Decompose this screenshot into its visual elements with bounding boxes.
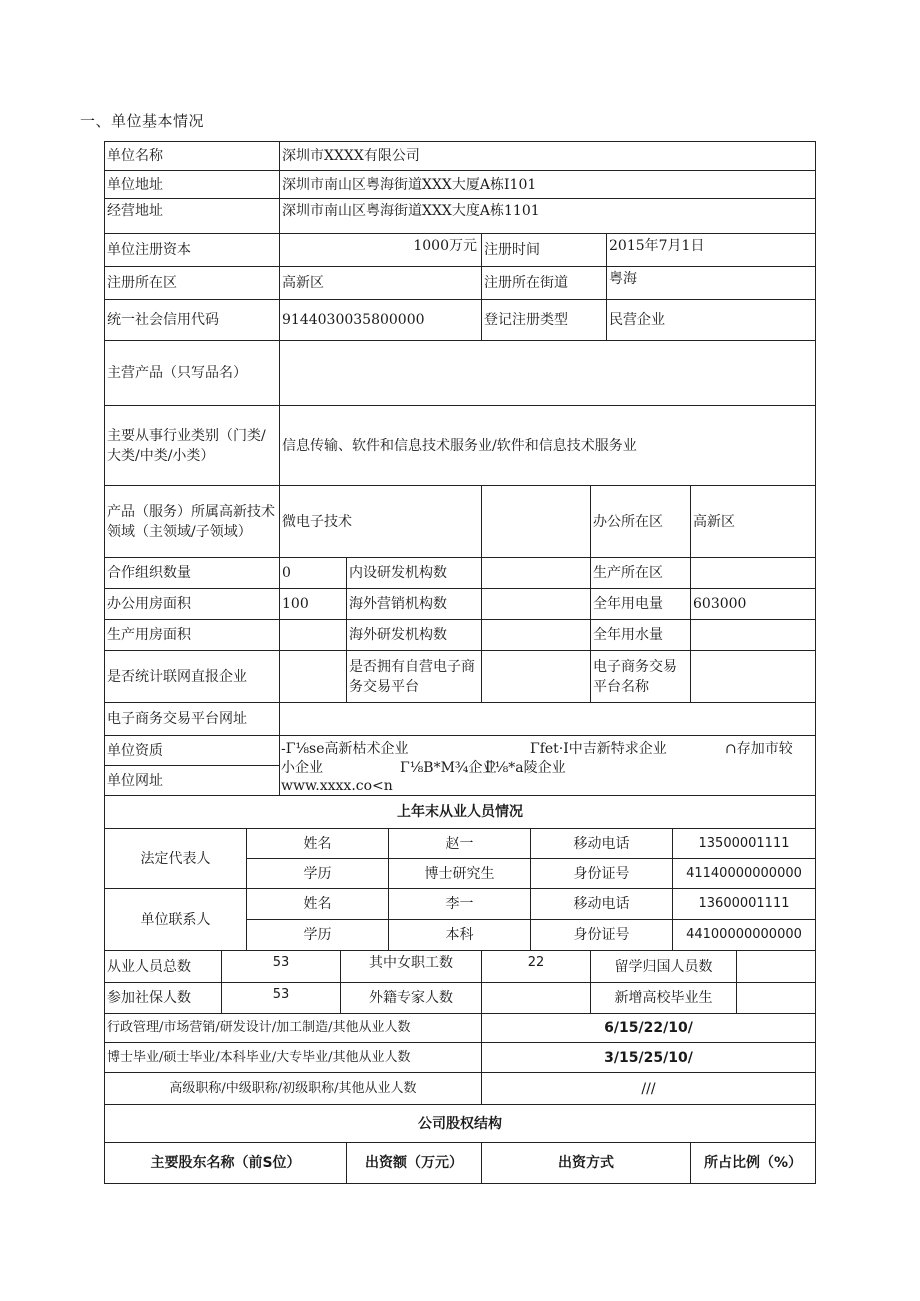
qual-e[interactable]: Γ⅛B*M¾企业 — [400, 760, 497, 776]
role-breakdown-label: 行政管理/市场营销/研发设计/加工制造/其他从业人数 — [104, 1013, 482, 1043]
office-area-label: 办公用房面积 — [104, 588, 280, 620]
legal-rep-label: 法定代表人 — [104, 828, 247, 889]
reg-type-value[interactable]: 民营企业 — [606, 299, 816, 341]
contact-mobile[interactable]: 13600001111 — [672, 888, 816, 920]
production-district-value[interactable] — [690, 557, 816, 589]
reg-time-label: 注册时间 — [481, 233, 607, 267]
contact-edu-label: 学历 — [246, 919, 389, 951]
platform-name-value[interactable] — [690, 650, 816, 703]
female-label: 其中女职工数 — [340, 950, 482, 983]
platform-name-label: 电子商务交易平台名称 — [590, 650, 691, 703]
contact-id-label: 身份证号 — [530, 919, 673, 951]
own-platform-label: 是否拥有自营电子商务交易平台 — [346, 650, 482, 703]
total-value[interactable]: 53 — [221, 950, 341, 983]
tech-field-label: 产品（服务）所属高新技术领域（主领域/子领域） — [104, 485, 280, 558]
tech-field-extra[interactable] — [481, 485, 591, 558]
qual-c[interactable]: ∩存加市较 — [725, 741, 793, 757]
degree-breakdown-label: 博士毕业/硕士毕业/本科毕业/大专毕业/其他从业人数 — [104, 1042, 482, 1073]
industry-value[interactable]: 信息传输、软件和信息技术服务业/软件和信息技术服务业 — [279, 405, 816, 486]
address-label: 单位地址 — [104, 170, 280, 199]
reg-time-value[interactable]: 2015年7月1日 — [606, 233, 816, 267]
qual-f[interactable]: Γ⅛*a陵企业 — [485, 760, 566, 776]
overseas-rd-label: 海外研发机构数 — [346, 619, 482, 651]
office-district-label: 办公所在区 — [590, 485, 691, 558]
stats-network-value[interactable] — [279, 650, 347, 703]
col-shareholder: 主要股东名称（前S位） — [104, 1142, 347, 1184]
equity-title: 公司股权结构 — [104, 1104, 816, 1143]
section-title: 一、单位基本情况 — [80, 112, 205, 130]
legal-rep-id-label: 身份证号 — [530, 858, 673, 889]
staff-title: 上年末从业人员情况 — [104, 795, 816, 829]
total-label: 从业人员总数 — [104, 950, 222, 983]
overseas-rd-value[interactable] — [481, 619, 591, 651]
address-value[interactable]: 深圳市南山区粤海街道XXX大厦A栋I101 — [279, 170, 816, 199]
office-district-value[interactable]: 高新区 — [690, 485, 816, 558]
insured-label: 参加社保人数 — [104, 982, 222, 1014]
office-area-value[interactable]: 100 — [279, 588, 347, 620]
annual-power-label: 全年用电量 — [590, 588, 691, 620]
qualification-label: 单位资质 — [104, 735, 280, 766]
legal-rep-name[interactable]: 赵一 — [388, 828, 531, 859]
annual-water-value[interactable] — [690, 619, 816, 651]
industry-label: 主要从事行业类别（门类/大类/中类/小类） — [104, 405, 280, 486]
name-value[interactable]: 深圳市XXXX有限公司 — [279, 141, 816, 171]
credit-code-label: 统一社会信用代码 — [104, 299, 280, 341]
contact-label: 单位联系人 — [104, 888, 247, 951]
overseas-sales-value[interactable] — [481, 588, 591, 620]
production-area-label: 生产用房面积 — [104, 619, 280, 651]
main-product-value[interactable] — [279, 340, 816, 406]
female-value[interactable]: 22 — [481, 950, 591, 983]
qual-d[interactable]: 小企业 — [281, 760, 323, 776]
biz-address-label: 经营地址 — [104, 198, 280, 234]
tech-field-value[interactable]: 微电子技术 — [279, 485, 482, 558]
title-breakdown-value[interactable]: /// — [481, 1072, 816, 1105]
graduates-value[interactable] — [736, 982, 816, 1014]
contact-name[interactable]: 李一 — [388, 888, 531, 920]
legal-rep-mobile[interactable]: 13500001111 — [672, 828, 816, 859]
degree-breakdown-value[interactable]: 3/15/25/10/ — [481, 1042, 816, 1073]
legal-rep-edu[interactable]: 博士研究生 — [388, 858, 531, 889]
contact-name-label: 姓名 — [246, 888, 389, 920]
capital-value[interactable]: 1000万元 — [279, 233, 482, 267]
website-label: 单位网址 — [104, 765, 280, 796]
returnee-label: 留学归国人员数 — [590, 950, 737, 983]
col-amount: 出资额（万元） — [346, 1142, 482, 1184]
legal-rep-edu-label: 学历 — [246, 858, 389, 889]
returnee-value[interactable] — [736, 950, 816, 983]
contact-edu[interactable]: 本科 — [388, 919, 531, 951]
overseas-sales-label: 海外营销机构数 — [346, 588, 482, 620]
col-ratio: 所占比例（%） — [690, 1142, 816, 1184]
annual-water-label: 全年用水量 — [590, 619, 691, 651]
own-platform-value[interactable] — [481, 650, 591, 703]
stats-network-label: 是否统计联网直报企业 — [104, 650, 280, 703]
title-breakdown-label: 高级职称/中级职称/初级职称/其他从业人数 — [104, 1072, 482, 1105]
legal-rep-name-label: 姓名 — [246, 828, 389, 859]
reg-type-label: 登记注册类型 — [481, 299, 607, 341]
insured-value[interactable]: 53 — [221, 982, 341, 1014]
production-area-value[interactable] — [279, 619, 347, 651]
platform-url-label: 电子商务交易平台网址 — [104, 702, 280, 736]
biz-address-value[interactable]: 深圳市南山区粤海街道XXX大度A栋1101 — [279, 198, 816, 234]
annual-power-value[interactable]: 603000 — [690, 588, 816, 620]
reg-district-label: 注册所在区 — [104, 266, 280, 300]
coop-orgs-label: 合作组织数量 — [104, 557, 280, 589]
foreign-value[interactable] — [481, 982, 591, 1014]
name-label: 单位名称 — [104, 141, 280, 171]
legal-rep-mobile-label: 移动电话 — [530, 828, 673, 859]
production-district-label: 生产所在区 — [590, 557, 691, 589]
contact-mobile-label: 移动电话 — [530, 888, 673, 920]
internal-rd-label: 内设研发机构数 — [346, 557, 482, 589]
platform-url-value[interactable] — [279, 702, 816, 736]
main-product-label: 主营产品（只写品名） — [104, 340, 280, 406]
coop-orgs-value[interactable]: 0 — [279, 557, 347, 589]
reg-street-label: 注册所在街道 — [481, 266, 607, 300]
reg-street-value[interactable]: 粤海 — [606, 266, 816, 300]
qual-a[interactable]: -Γ⅛se高新枯术企业 — [281, 741, 409, 757]
col-method: 出资方式 — [481, 1142, 691, 1184]
qual-b[interactable]: Γfet·I中吉新特求企业 — [530, 741, 667, 757]
graduates-label: 新增高校毕业生 — [590, 982, 737, 1014]
reg-district-value[interactable]: 高新区 — [279, 266, 482, 300]
role-breakdown-value[interactable]: 6/15/22/10/ — [481, 1013, 816, 1043]
foreign-label: 外籍专家人数 — [340, 982, 482, 1014]
legal-rep-id[interactable]: 41140000000000 — [672, 858, 816, 889]
capital-label: 单位注册资本 — [104, 233, 280, 267]
contact-id[interactable]: 44100000000000 — [672, 919, 816, 951]
internal-rd-value[interactable] — [481, 557, 591, 589]
credit-code-value[interactable]: 9144030035800000 — [279, 299, 482, 341]
website-value[interactable]: www.xxxx.co<n — [281, 778, 393, 794]
